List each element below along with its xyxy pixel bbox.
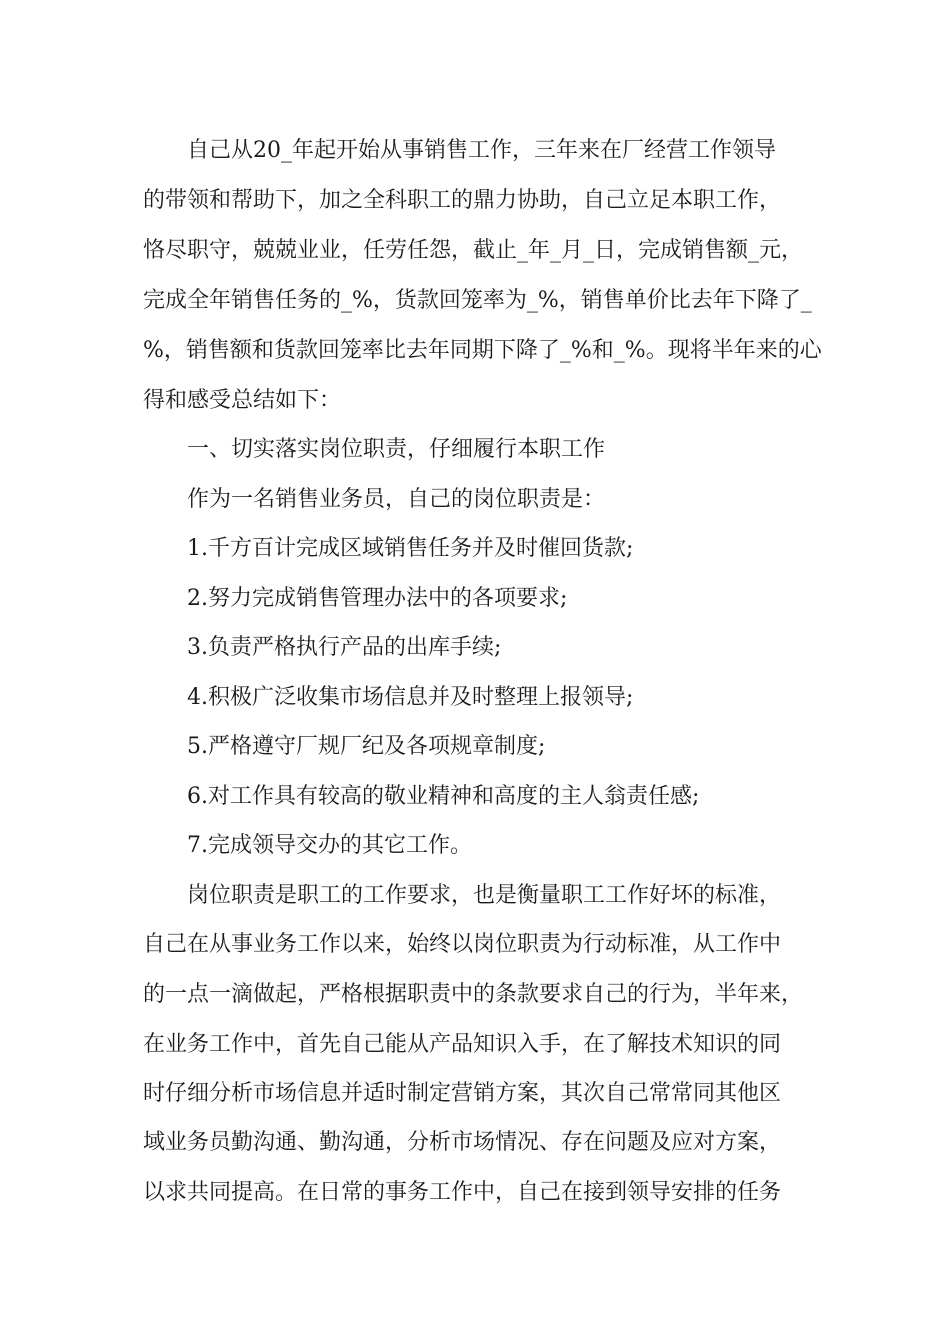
paragraph-1-line-1: 自己从20_年起开始从事销售工作，三年来在厂经营工作领导 [187,138,776,163]
duty-item-4: 4.积极广泛收集市场信息并及时整理上报领导; [187,685,634,710]
paragraph-2-line-4: 在业务工作中，首先自己能从产品知识入手，在了解技术知识的同 [143,1032,782,1057]
paragraph-1-line-2: 的带领和帮助下，加之全科职工的鼎力协助，自己立足本职工作， [143,188,782,213]
section-heading: 一、切实落实岗位职责，仔细履行本职工作 [187,437,606,462]
duty-item-1: 1.千方百计完成区域销售任务并及时催回货款; [187,536,634,561]
paragraph-1-line-5: %，销售额和货款回笼率比去年同期下降了_%和_%。现将半年来的心 [143,338,822,363]
paragraph-2-line-1: 岗位职责是职工的工作要求，也是衡量职工工作好坏的标准， [187,883,782,908]
paragraph-1-line-6: 得和感受总结如下： [143,388,342,413]
duty-item-6: 6.对工作具有较高的敬业精神和高度的主人翁责任感; [187,784,700,809]
duty-item-5: 5.严格遵守厂规厂纪及各项规章制度; [187,734,546,759]
paragraph-2-line-5: 时仔细分析市场信息并适时制定营销方案，其次自己常常同其他区 [143,1081,782,1106]
paragraph-2-line-3: 的一点一滴做起，严格根据职责中的条款要求自己的行为，半年来， [143,982,804,1007]
duty-item-3: 3.负责严格执行产品的出库手续; [187,635,502,660]
duties-intro: 作为一名销售业务员，自己的岗位职责是： [187,487,606,512]
paragraph-2-line-6: 域业务员勤沟通、勤沟通，分析市场情况、存在问题及应对方案， [143,1130,782,1155]
paragraph-2-line-7: 以求共同提高。在日常的事务工作中，自己在接到领导安排的任务 [143,1180,782,1205]
paragraph-2-line-2: 自己在从事业务工作以来，始终以岗位职责为行动标准，从工作中 [143,932,782,957]
duty-item-7: 7.完成领导交办的其它工作。 [187,833,472,858]
paragraph-1-line-3: 恪尽职守，兢兢业业，任劳任怨，截止_年_月_日，完成销售额_元， [143,238,804,263]
duty-item-2: 2.努力完成销售管理办法中的各项要求; [187,586,568,611]
paragraph-1-line-4: 完成全年销售任务的_%，货款回笼率为_%，销售单价比去年下降了_ [143,288,812,313]
